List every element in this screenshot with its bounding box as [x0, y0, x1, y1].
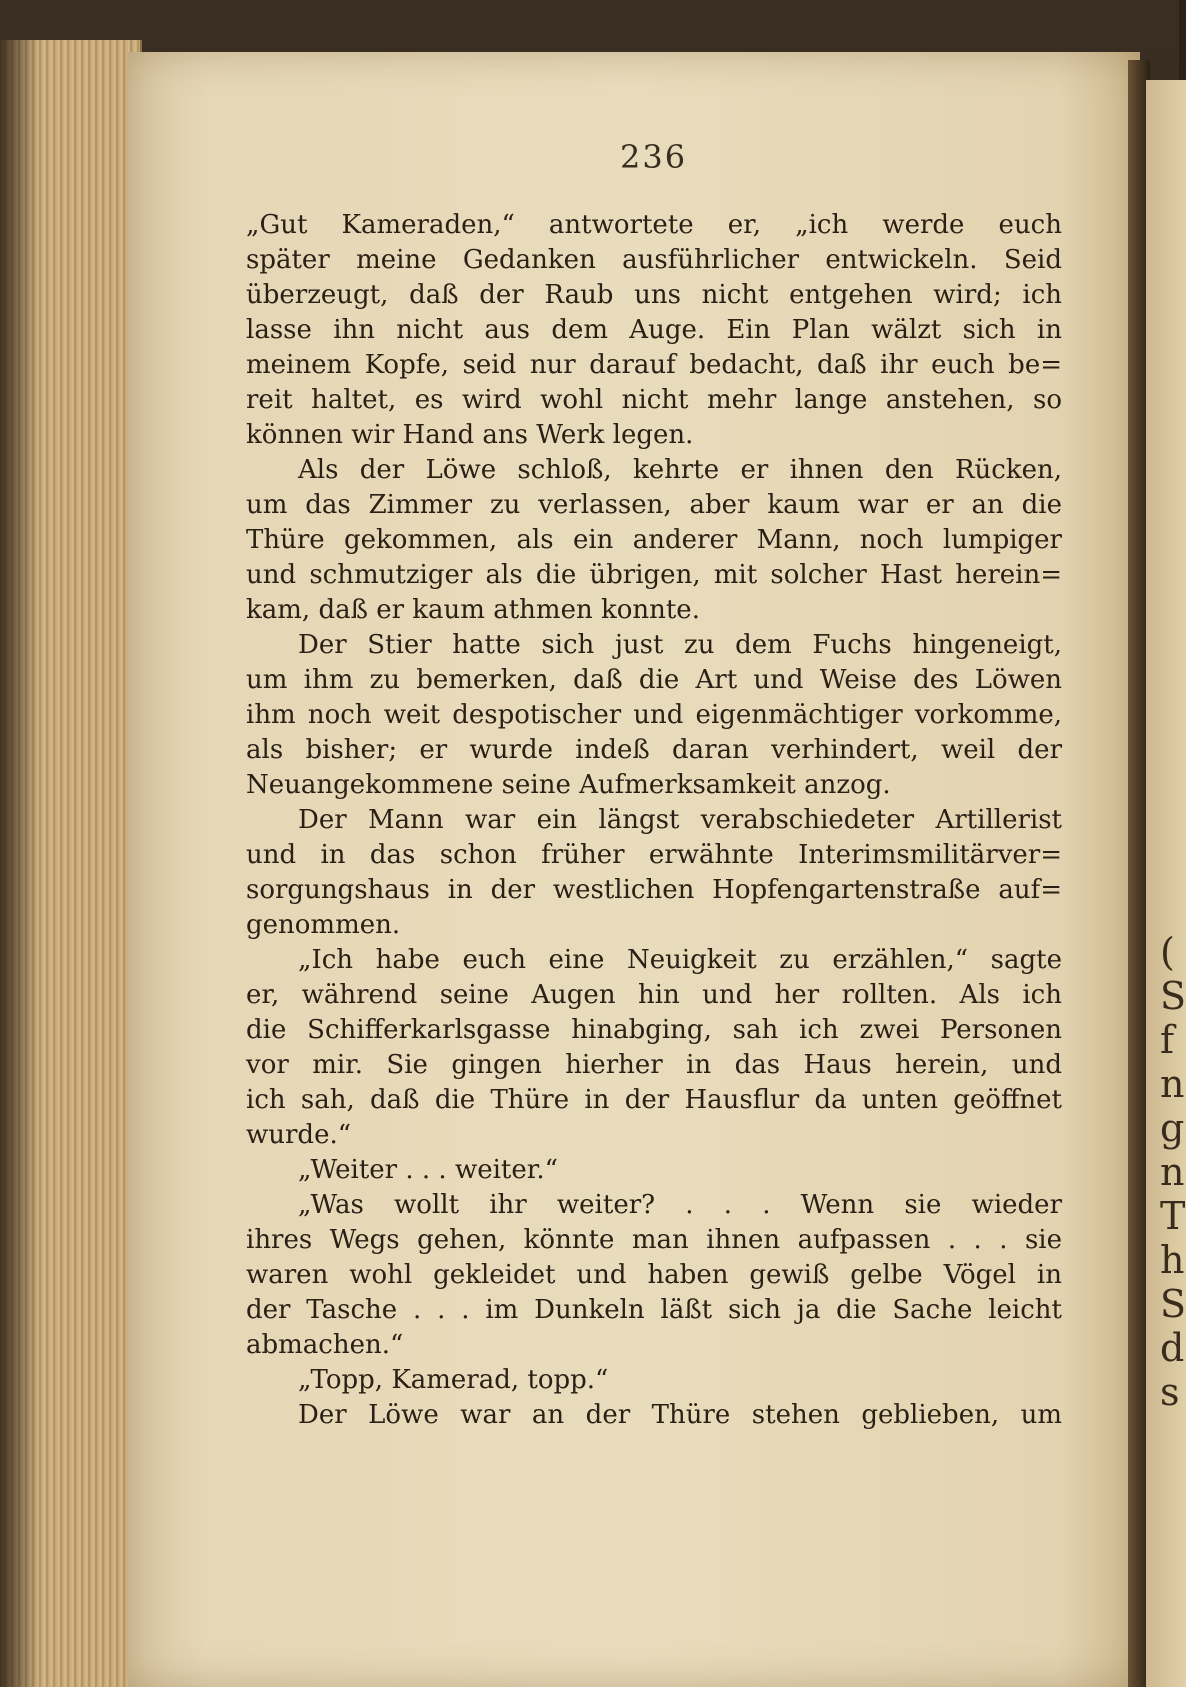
text-line: reit haltet, es wird wohl nicht mehr lange anstehen, so — [246, 385, 1062, 415]
text-line: und in das schon früher erwähnte Interimsmilitärver= — [246, 840, 1062, 870]
text-line: um ihm zu bemerken, daß die Art und Weise des Löwen — [246, 665, 1062, 695]
text-line: wurde.“ — [246, 1120, 352, 1150]
text-line: „Gut Kameraden,“ antwortete er, „ich werde euch — [246, 210, 1062, 240]
text-line: die Schifferkarlsgasse hinabging, sah ich zwei Personen — [246, 1015, 1062, 1045]
text-line: und schmutziger als die übrigen, mit solcher Hast herein= — [246, 560, 1062, 590]
next-letter: f — [1160, 1018, 1175, 1062]
edge-shadow — [0, 40, 40, 1687]
next-letter: T — [1160, 1194, 1186, 1238]
next-letter: s — [1160, 1370, 1180, 1414]
text-line: der Tasche . . . im Dunkeln läßt sich ja die Sache leicht — [246, 1295, 1062, 1325]
text-line: um das Zimmer zu verlassen, aber kaum war er an die — [246, 490, 1062, 520]
text-line: Thüre gekommen, als ein anderer Mann, noch lumpiger — [246, 525, 1062, 555]
next-letter: n — [1160, 1062, 1185, 1106]
next-letter: S — [1160, 1282, 1186, 1326]
next-page-letters — [1160, 930, 1186, 1414]
text-line: er, während seine Augen hin und her rollten. Als ich — [246, 980, 1062, 1010]
text-line: überzeugt, daß der Raub uns nicht entgehen wird; ich — [246, 280, 1062, 310]
body-text — [246, 208, 1062, 1433]
text-line: kam, daß er kaum athmen konnte. — [246, 595, 700, 625]
text-line: lasse ihn nicht aus dem Auge. Ein Plan wälzt sich in — [246, 315, 1062, 345]
text-line: „Topp, Kamerad, topp.“ — [298, 1365, 609, 1395]
text-line: „Weiter . . . weiter.“ — [298, 1155, 558, 1185]
next-letter: S — [1160, 974, 1186, 1018]
next-letter: g — [1160, 1106, 1185, 1150]
text-line: meinem Kopfe, seid nur darauf bedacht, daß ihr euch be= — [246, 350, 1062, 380]
next-letter: h — [1160, 1238, 1185, 1282]
text-line: Der Löwe war an der Thüre stehen geblieben, um — [298, 1400, 1062, 1430]
text-line: waren wohl gekleidet und haben gewiß gelbe Vögel in — [246, 1260, 1062, 1290]
text-line: sorgungshaus in der westlichen Hopfengartenstraße auf= — [246, 875, 1062, 905]
page-number: 236 — [620, 138, 688, 176]
text-line: Der Mann war ein längst verabschiedeter Artillerist — [298, 805, 1062, 835]
text-line: abmachen.“ — [246, 1330, 404, 1360]
text-line: Als der Löwe schloß, kehrte er ihnen den Rücken, — [298, 455, 1062, 485]
text-line: „Was wollt ihr weiter? . . . Wenn sie wieder — [298, 1190, 1062, 1220]
next-letter: ( — [1160, 930, 1175, 974]
text-line: „Ich habe euch eine Neuigkeit zu erzählen,“ sagte — [298, 945, 1062, 975]
text-line: Der Stier hatte sich just zu dem Fuchs hingeneigt, — [298, 630, 1062, 660]
text-line: ihm noch weit despotischer und eigenmächtiger vorkomme, — [246, 700, 1062, 730]
text-line: ihres Wegs gehen, könnte man ihnen aufpassen . . . sie — [246, 1225, 1062, 1255]
text-line: genommen. — [246, 910, 401, 940]
text-line: ich sah, daß die Thüre in der Hausflur da unten geöffnet — [246, 1085, 1062, 1115]
text-line: vor mir. Sie gingen hierher in das Haus herein, und — [246, 1050, 1062, 1080]
text-line: Neuangekommene seine Aufmerksamkeit anzog. — [246, 770, 891, 800]
next-page-edge — [1146, 80, 1186, 1687]
next-letter: n — [1160, 1150, 1185, 1194]
text-line: später meine Gedanken ausführlicher entwickeln. Seid — [246, 245, 1062, 275]
text-line: können wir Hand ans Werk legen. — [246, 420, 694, 450]
next-letter: d — [1160, 1326, 1185, 1370]
text-line: als bisher; er wurde indeß daran verhindert, weil der — [246, 735, 1062, 765]
